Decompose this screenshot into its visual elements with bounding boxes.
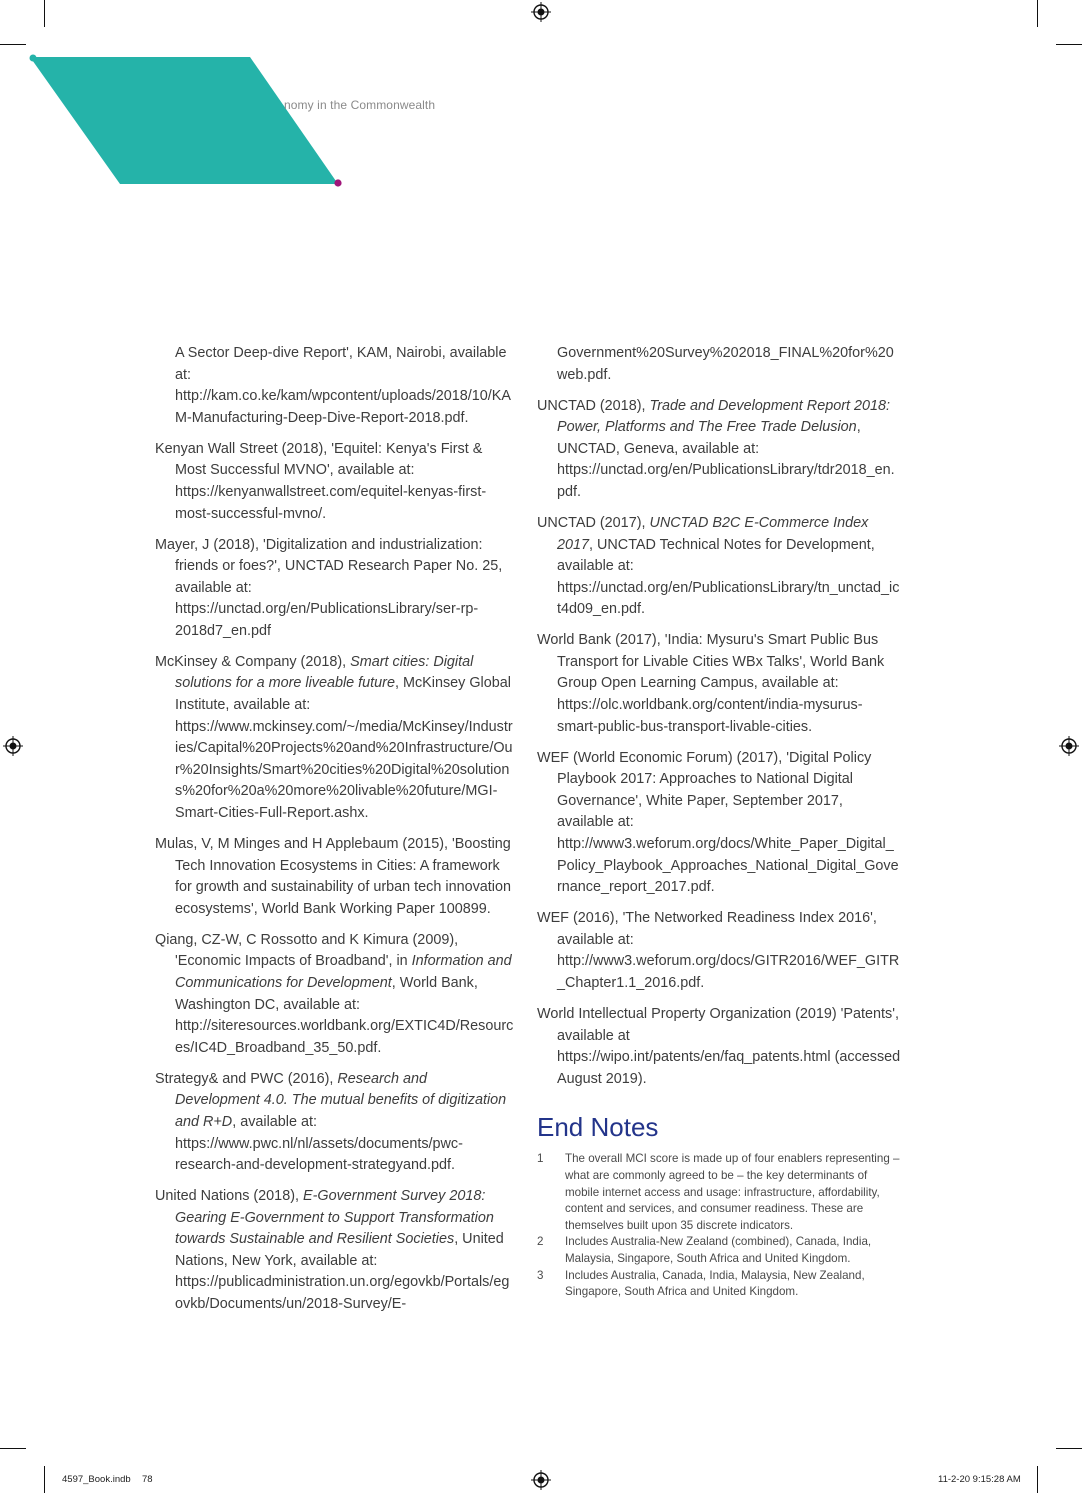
reference-entry bbox=[155, 652, 515, 825]
references-left-column bbox=[155, 343, 515, 1325]
reference-entry bbox=[155, 535, 515, 643]
reference-entry bbox=[537, 748, 901, 899]
endnote-number: 1 bbox=[537, 1152, 544, 1166]
reference-text: Mulas, V, M Minges and H Applebaum (2015), 'Boosting Tech Innovation Ecosystems in Cities: A framework for growth and sustainability of urban tech innovation ecosystems', World Bank Working Paper 100899. bbox=[155, 836, 511, 917]
endnote-item bbox=[537, 1268, 901, 1301]
reference-title: Research and Development 4.0. The mutual benefits of digitization and R+D bbox=[175, 1070, 507, 1130]
crop-mark bbox=[44, 1466, 45, 1493]
reference-text: , United Nations, New York, available at: https://publicadministration.un.org/egovkb/Portals/egovkb/Documents/un/2018-Survey/E- bbox=[175, 1231, 510, 1313]
registration-mark-icon bbox=[531, 1470, 551, 1490]
registration-mark-icon bbox=[1059, 736, 1079, 756]
reference-entry bbox=[537, 513, 901, 621]
references-right-column bbox=[537, 343, 901, 1301]
banner-dot bbox=[30, 55, 37, 62]
reference-text: Kenyan Wall Street (2018), 'Equitel: Kenya's First & Most Successful MVNO', available at: https://kenyanwallstreet.com/equitel-kenyas-first-most-successful-mvno/. bbox=[155, 440, 487, 522]
crop-mark bbox=[1037, 0, 1038, 27]
footer-page-number: 78 bbox=[142, 1474, 153, 1485]
registration-mark-icon bbox=[531, 2, 551, 22]
reference-entry bbox=[155, 1186, 515, 1316]
banner-dot bbox=[334, 179, 341, 186]
reference-entry bbox=[155, 930, 515, 1060]
crop-mark bbox=[0, 1448, 26, 1449]
reference-entry bbox=[155, 1069, 515, 1177]
reference-entry bbox=[155, 439, 515, 525]
registration-mark-icon bbox=[3, 736, 23, 756]
reference-entry bbox=[155, 834, 515, 920]
endnote-item bbox=[537, 1234, 901, 1267]
banner-shape bbox=[30, 57, 338, 184]
reference-text: , UNCTAD Technical Notes for Development, available at: https://unctad.org/en/PublicationsLibrary/tn_unctad_ict4d09_en.pdf. bbox=[557, 536, 900, 618]
endnote-text: The overall MCI score is made up of four enablers representing – what are commonly agreed to be – the key determinants of mobile internet access and usage: infrastructure, affordability, content and services, and consumer readiness. These are themselves built upon 35 discrete indicators. bbox=[565, 1152, 900, 1232]
crop-mark bbox=[1037, 1466, 1038, 1493]
reference-text: Mayer, J (2018), 'Digitalization and industrialization: friends or foes?', UNCTAD Research Paper No. 25, available at: https://unctad.org/en/PublicationsLibrary/ser-rp-2018d7_en.pdf bbox=[155, 536, 503, 639]
running-head: nomy in the Commonwealth bbox=[284, 98, 436, 112]
reference-text: World Intellectual Property Organization (2019) 'Patents', available at https://wipo.int/patents/en/faq_patents.html (accessed August 2019). bbox=[537, 1005, 901, 1087]
endnotes-list bbox=[537, 1151, 901, 1300]
reference-entry bbox=[537, 343, 901, 386]
reference-title: Information and Communications for Development bbox=[175, 953, 512, 991]
reference-text: WEF (2016), 'The Networked Readiness Index 2016', available at: http://www3.weforum.org/docs/GITR2016/WEF_GITR_Chapter1.1_2016.pdf. bbox=[537, 910, 900, 991]
reference-text: United Nations (2018), bbox=[155, 1188, 303, 1205]
reference-title: Trade and Development Report 2018: Power, Platforms and The Free Trade Delusion bbox=[557, 397, 891, 436]
crop-mark bbox=[1056, 44, 1082, 45]
reference-text: Government%20Survey%202018_FINAL%20for%20web.pdf. bbox=[557, 345, 894, 383]
footer-timestamp: 11-2-20 9:15:28 AM bbox=[938, 1474, 1021, 1485]
reference-text: McKinsey & Company (2018), bbox=[155, 653, 351, 670]
references-list bbox=[537, 343, 901, 1090]
footer-file-name: 4597_Book.indb bbox=[62, 1474, 131, 1485]
reference-title: UNCTAD B2C E-Commerce Index 2017 bbox=[557, 514, 869, 553]
reference-text: Strategy& and PWC (2016), bbox=[155, 1070, 338, 1087]
endnote-number: 2 bbox=[537, 1235, 544, 1249]
reference-text: UNCTAD (2017), bbox=[537, 514, 650, 531]
reference-text: World Bank (2017), 'India: Mysuru's Smart Public Bus Transport for Livable Cities WBx Talks', World Bank Group Open Learning Campus, available at: https://olc.worldbank.org/content/india-mysurus-smart-public-bus-transport-livable-cities. bbox=[537, 632, 885, 735]
reference-text: UNCTAD (2018), bbox=[537, 397, 650, 414]
endnote-text: Includes Australia, Canada, India, Malaysia, New Zealand, Singapore, South Africa and United Kingdom. bbox=[565, 1268, 865, 1299]
reference-entry bbox=[537, 908, 901, 994]
reference-text: , McKinsey Global Institute, available at: https://www.mckinsey.com/~/media/McKinsey/Industries/Capital%20Projects%20and%20Infrastructure/Our%20Insights/Smart%20cities%20Digital%20solutions%20for%20a%20more%20livable%20future/MGI-Smart-Cities-Full-Report.ashx. bbox=[175, 675, 513, 822]
reference-title: E-Government Survey 2018: Gearing E-Government to Support Transformation towards Sustainable and Resilient Societies bbox=[175, 1188, 494, 1248]
reference-entry bbox=[155, 343, 515, 429]
reference-title: Smart cities: Digital solutions for a more liveable future bbox=[175, 653, 474, 692]
reference-text: , available at: https://www.pwc.nl/nl/assets/documents/pwc-research-and-development-strategyand.pdf. bbox=[175, 1113, 463, 1174]
reference-text: , World Bank, Washington DC, available at: http://siteresources.worldbank.org/EXTIC4D/Resources/IC4D_Broadband_35_50.pdf. bbox=[175, 974, 514, 1056]
endnote-text: Includes Australia-New Zealand (combined), Canada, India, Malaysia, Singapore, South Africa and United Kingdom. bbox=[565, 1235, 872, 1265]
reference-text: , UNCTAD, Geneva, available at: https://unctad.org/en/PublicationsLibrary/tdr2018_en.pdf. bbox=[557, 419, 895, 500]
endnotes-title: End Notes bbox=[537, 1112, 659, 1143]
endnote-number: 3 bbox=[537, 1268, 544, 1282]
reference-entry bbox=[537, 396, 901, 504]
reference-text: WEF (World Economic Forum) (2017), 'Digital Policy Playbook 2017: Approaches to National Digital Governance', White Paper, September 2017, available at: http://www3.weforum.org/docs/White_Paper_Digital_Policy_Playbook_Approaches_National_Digital_Governance_report_2017.pdf. bbox=[537, 749, 899, 896]
reference-entry bbox=[537, 630, 901, 738]
reference-entry bbox=[537, 1004, 901, 1090]
reference-text: A Sector Deep-dive Report', KAM, Nairobi, available at: http://kam.co.ke/kam/wpcontent/uploads/2018/10/KAM-Manufacturing-Deep-Dive-Report-2018.pdf. bbox=[175, 345, 511, 426]
endnote-item bbox=[537, 1151, 901, 1234]
crop-mark bbox=[1056, 1448, 1082, 1449]
reference-text: Qiang, CZ-W, C Rossotto and K Kimura (2009), 'Economic Impacts of Broadband', in bbox=[155, 931, 459, 970]
